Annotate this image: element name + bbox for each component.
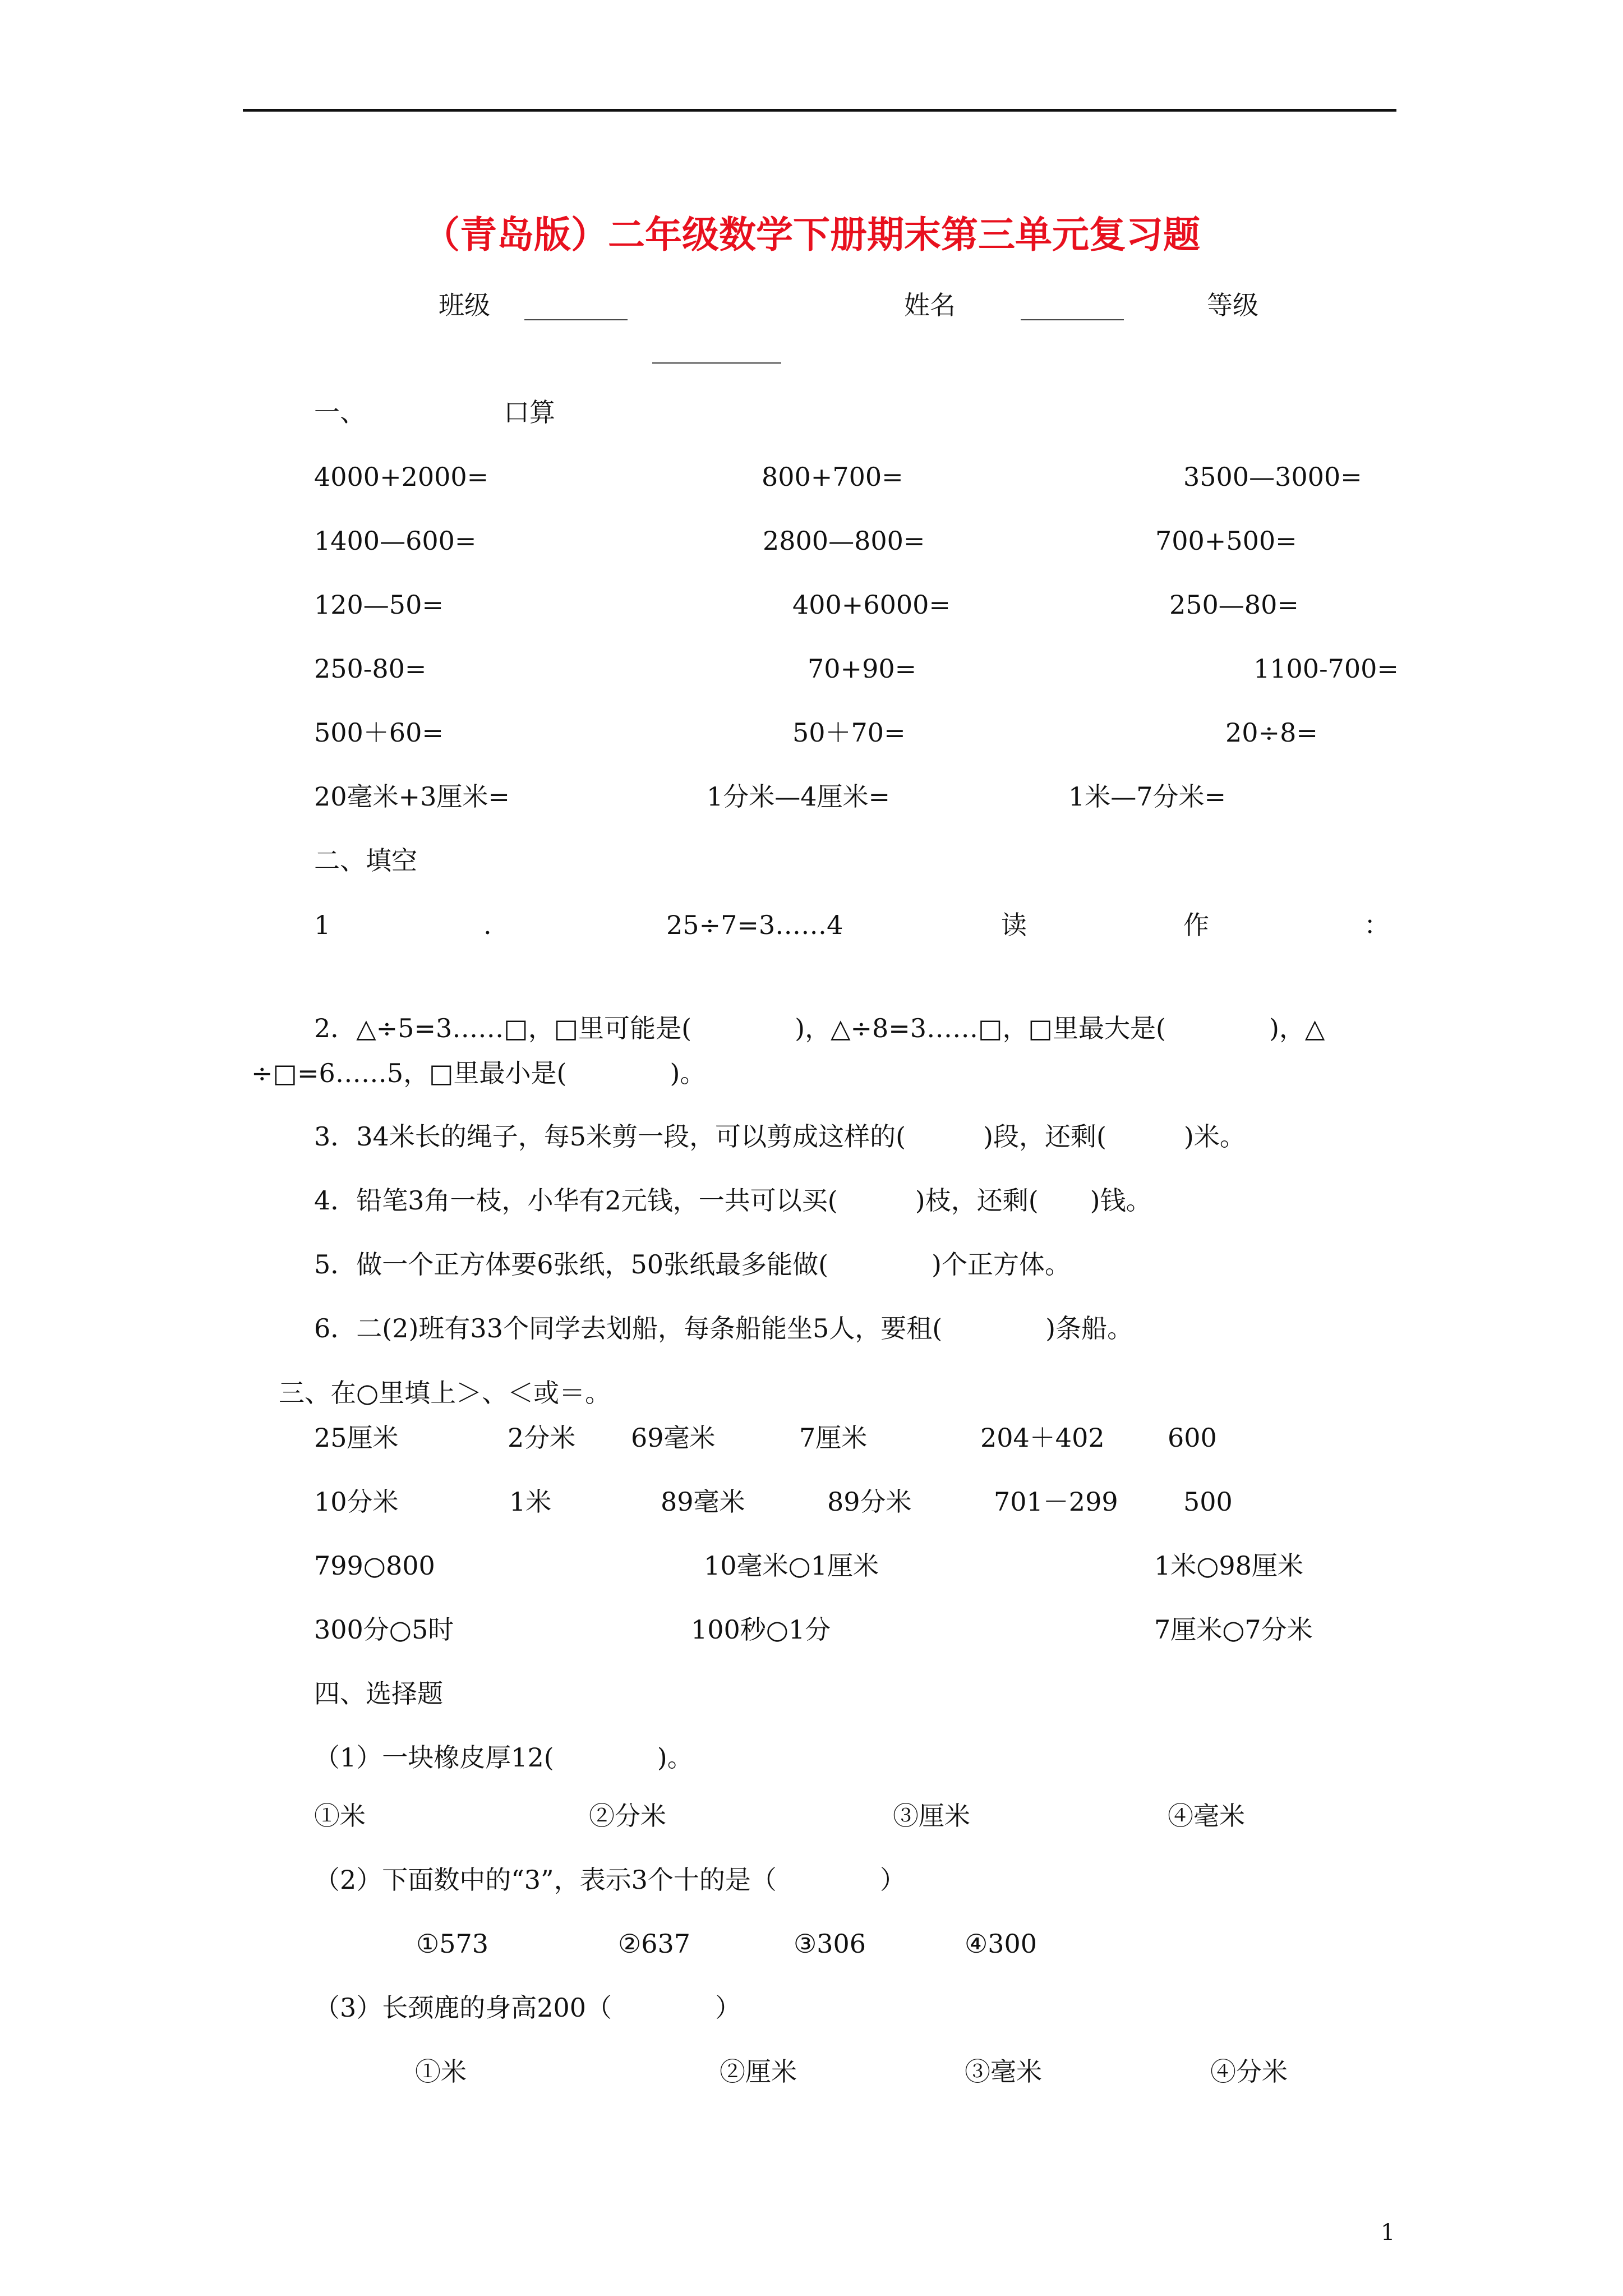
compare-item: 2分米 bbox=[508, 1423, 576, 1453]
page-title: （青岛版）二年级数学下册期末第三单元复习题 bbox=[423, 213, 1200, 256]
q2-line2: ÷□=6……5，□里最小是( )。 bbox=[251, 1058, 706, 1088]
compare-item: 89分米 bbox=[827, 1487, 912, 1517]
choice-option: ④分米 bbox=[1210, 2056, 1288, 2087]
header-rule bbox=[243, 109, 1396, 112]
choice-option: ②637 bbox=[618, 1929, 691, 1959]
choice-option: ②分米 bbox=[589, 1801, 666, 1831]
calc-item: 3500—3000= bbox=[1183, 462, 1362, 492]
compare-item: 7厘米 bbox=[799, 1423, 868, 1453]
class-blank: ________ bbox=[524, 290, 628, 320]
choice-option: ③厘米 bbox=[893, 1801, 970, 1831]
calc-item: 20÷8= bbox=[1225, 717, 1318, 748]
q1-dot: . bbox=[483, 910, 492, 940]
calc-item: 1100-700= bbox=[1253, 654, 1399, 684]
calc-item: 120—50= bbox=[314, 590, 444, 620]
compare-item: 10毫米○1厘米 bbox=[704, 1550, 879, 1581]
q2-line1: 2．△÷5=3……□，□里可能是( )，△÷8=3……□，□里最大是( )，△ bbox=[314, 1013, 1325, 1043]
q6: 6．二(2)班有33个同学去划船，每条船能坐5人，要租( )条船。 bbox=[314, 1313, 1133, 1343]
compare-item: 600 bbox=[1168, 1423, 1217, 1453]
choice-q3: （3）长颈鹿的身高200（ ） bbox=[314, 1993, 741, 2023]
choice-q1: （1）一块橡皮厚12( )。 bbox=[314, 1742, 693, 1773]
section1-title: 口算 bbox=[504, 397, 555, 427]
compare-item: 500 bbox=[1183, 1487, 1233, 1517]
choice-option: ①573 bbox=[416, 1929, 489, 1959]
q5: 5．做一个正方体要6张纸，50张纸最多能做( )个正方体。 bbox=[314, 1249, 1071, 1280]
grade-label: 等级 bbox=[1207, 290, 1258, 320]
compare-item: 799○800 bbox=[314, 1550, 435, 1581]
choice-option: ③毫米 bbox=[965, 2056, 1042, 2087]
name-label: 姓名 bbox=[904, 290, 956, 320]
choice-option: ①米 bbox=[415, 2056, 467, 2087]
calc-item: 4000+2000= bbox=[314, 462, 489, 492]
section4-title: 四、选择题 bbox=[314, 1678, 443, 1709]
calc-item: 1分米—4厘米= bbox=[707, 781, 891, 812]
q1-read: 读 bbox=[1001, 910, 1027, 940]
choice-q2: （2）下面数中的“3”，表示3个十的是（ ） bbox=[314, 1865, 906, 1895]
compare-item: 100秒○1分 bbox=[691, 1614, 831, 1645]
class-label: 班级 bbox=[439, 290, 490, 320]
compare-item: 701－299 bbox=[994, 1487, 1118, 1517]
choice-option: ④300 bbox=[965, 1929, 1038, 1959]
calc-item: 20毫米+3厘米= bbox=[314, 781, 510, 812]
choice-option: ①米 bbox=[314, 1801, 366, 1831]
compare-item: 89毫米 bbox=[661, 1487, 745, 1517]
calc-item: 50＋70= bbox=[792, 717, 906, 748]
compare-item: 69毫米 bbox=[631, 1423, 716, 1453]
compare-item: 300分○5时 bbox=[314, 1614, 454, 1645]
calc-item: 2800—800= bbox=[763, 526, 925, 556]
q1-number: 1 bbox=[314, 910, 331, 940]
compare-item: 1米○98厘米 bbox=[1154, 1550, 1303, 1581]
choice-option: ②厘米 bbox=[720, 2056, 797, 2087]
q1-colon: ： bbox=[1364, 910, 1390, 940]
section2-title: 二、填空 bbox=[314, 845, 417, 876]
compare-item: 7厘米○7分米 bbox=[1154, 1614, 1313, 1645]
q3: 3．34米长的绳子，每5米剪一段，可以剪成这样的( )段，还剩( )米。 bbox=[314, 1121, 1246, 1152]
calc-item: 1400—600= bbox=[314, 526, 477, 556]
calc-item: 700+500= bbox=[1155, 526, 1297, 556]
q1-zuo: 作 bbox=[1183, 910, 1209, 940]
calc-item: 250-80= bbox=[314, 654, 427, 684]
calc-item: 70+90= bbox=[808, 654, 917, 684]
compare-item: 10分米 bbox=[314, 1487, 399, 1517]
calc-item: 800+700= bbox=[762, 462, 903, 492]
choice-option: ④毫米 bbox=[1168, 1801, 1245, 1831]
calc-item: 400+6000= bbox=[792, 590, 951, 620]
name-blank: ________ bbox=[1021, 290, 1124, 320]
page-number: 1 bbox=[1381, 2220, 1395, 2246]
grade-blank: __________ bbox=[652, 333, 781, 364]
q4: 4．铅笔3角一枝，小华有2元钱，一共可以买( )枝，还剩( )钱。 bbox=[314, 1185, 1152, 1216]
section1-number: 一、 bbox=[314, 397, 366, 427]
compare-item: 25厘米 bbox=[314, 1423, 399, 1453]
calc-item: 500＋60= bbox=[314, 717, 444, 748]
compare-item: 1米 bbox=[509, 1487, 552, 1517]
compare-item: 204＋402 bbox=[980, 1423, 1105, 1453]
section3-title: 三、在○里填上＞、＜或＝。 bbox=[279, 1378, 611, 1408]
q1-expression: 25÷7=3……4 bbox=[666, 910, 843, 940]
calc-item: 250—80= bbox=[1169, 590, 1299, 620]
calc-item: 1米—7分米= bbox=[1068, 781, 1227, 812]
choice-option: ③306 bbox=[794, 1929, 866, 1959]
